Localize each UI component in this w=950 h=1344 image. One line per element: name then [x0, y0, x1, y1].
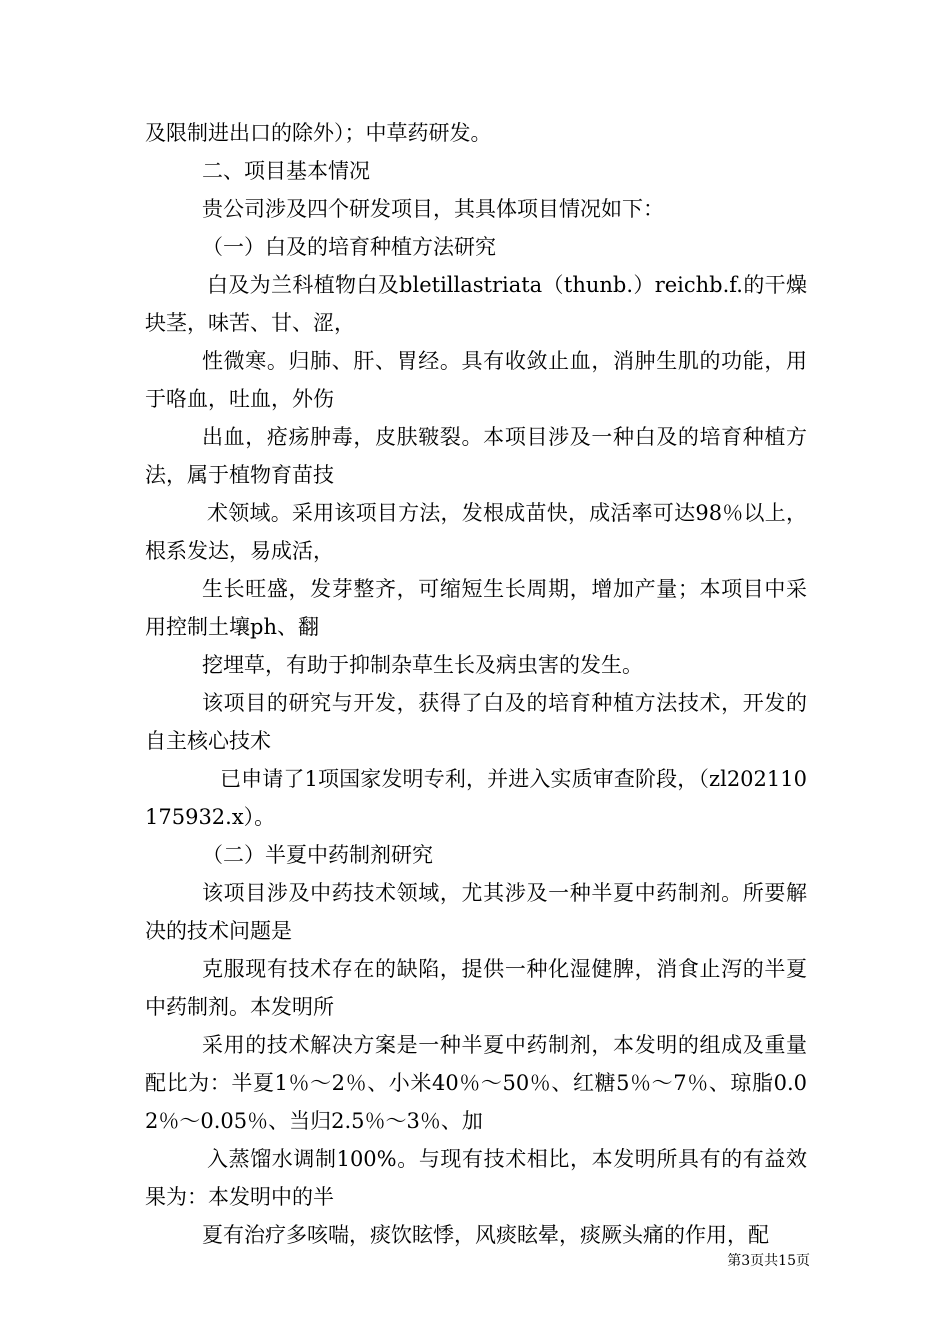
- paragraph-3: 贵公司涉及四个研发项目，其具体项目情况如下：: [202, 197, 664, 221]
- page-number-footer: [700, 1252, 810, 1270]
- paragraph-18: 夏有治疗多咳喘，痰饮眩悸，风痰眩晕，痰厥头痛的作用，配: [202, 1223, 769, 1247]
- paragraph-12: 已申请了1项国家发明专利，并进入实质审查阶段，（zl202110175932.x）。: [145, 767, 807, 829]
- paragraph-16: 采用的技术解决方案是一种半夏中药制剂，本发明的组成及重量配比为：半夏1％～2％、小米40％～50％、红糖5％～7％、琼脂0.02％～0.05％、当归2.5％～3％、加: [145, 1033, 807, 1133]
- subsection-heading-1: （一）白及的培育种植方法研究: [202, 235, 496, 259]
- paragraph-10: 挖埋草，有助于抑制杂草生长及病虫害的发生。: [202, 653, 643, 677]
- paragraph-9: 生长旺盛，发芽整齐，可缩短生长周期，增加产量；本项目中采用控制土壤ph、翻: [145, 577, 807, 639]
- paragraph-14: 该项目涉及中药技术领域，尤其涉及一种半夏中药制剂。所要解决的技术问题是: [145, 881, 807, 943]
- paragraph-6: 性微寒。归肺、肝、胃经。具有收敛止血，消肿生肌的功能，用于咯血，吐血，外伤: [145, 349, 807, 411]
- paragraph-7: 出血，疮疡肿毒，皮肤皲裂。本项目涉及一种白及的培育种植方法，属于植物育苗技: [145, 425, 807, 487]
- paragraph-17: 入蒸馏水调制100%。与现有技术相比，本发明所具有的有益效果为：本发明中的半: [145, 1147, 807, 1209]
- paragraph-8: 术领域。采用该项目方法，发根成苗快，成活率可达98％以上，根系发达，易成活，: [145, 501, 807, 563]
- section-heading-project-basics: 二、项目基本情况: [202, 159, 370, 183]
- subsection-heading-2: （二）半夏中药制剂研究: [202, 843, 433, 867]
- paragraph-11: 该项目的研究与开发，获得了白及的培育种植方法技术，开发的自主核心技术: [145, 691, 807, 753]
- paragraph-1: 及限制进出口的除外）；中草药研发。: [145, 121, 492, 145]
- paragraph-5: 白及为兰科植物白及bletillastriata（thunb.）reichb.f.的干燥块茎，味苦、甘、涩，: [145, 273, 807, 335]
- page-number-label: 第3页共15页: [727, 1253, 810, 1269]
- paragraph-15: 克服现有技术存在的缺陷，提供一种化湿健脾，消食止泻的半夏中药制剂。本发明所: [145, 957, 807, 1019]
- body-text: [145, 114, 807, 1254]
